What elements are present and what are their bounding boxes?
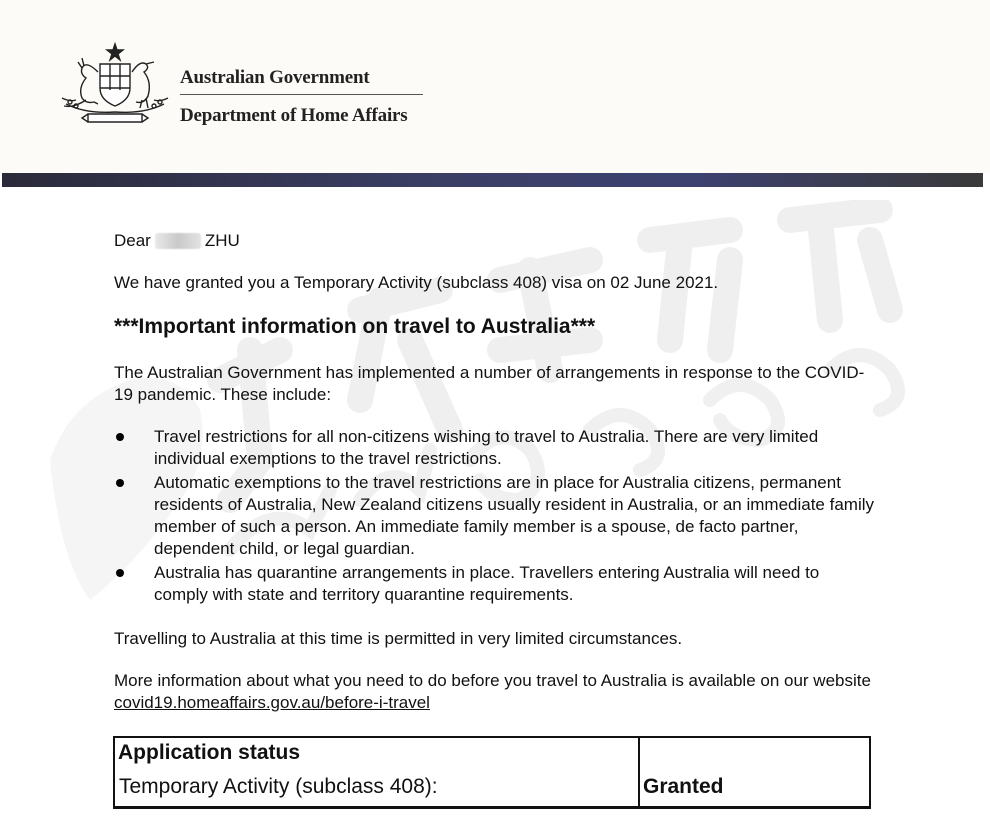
recipient-surname: ZHU	[204, 231, 240, 250]
letterhead	[0, 0, 990, 173]
status-column-divider	[638, 736, 640, 807]
grant-notice: We have granted you a Temporary Activity (subclass 408) visa on 02 June 2021.	[114, 273, 719, 292]
list-item	[114, 426, 874, 470]
salutation: Dear	[114, 231, 151, 250]
list-item	[114, 472, 874, 560]
travel-info-link[interactable]: covid19.homeaffairs.gov.au/before-i-travel	[114, 693, 430, 712]
arrangements-list	[114, 426, 874, 608]
coat-of-arms-icon	[56, 42, 174, 128]
list-item-text: Automatic exemptions to the travel restrictions are in place for Australia citizens, permanent residents of Australia, New Zealand citizens usually resident in Australia, or an immediate family member of such a person. An immediate family member is a spouse, de facto partner, dependent child, or legal guardian.	[154, 473, 875, 558]
covid-intro: The Australian Government has implemented a number of arrangements in response to the COVID-19 pandemic. These include:	[114, 363, 865, 404]
redacted-name	[155, 233, 201, 249]
list-item-text: Travel restrictions for all non-citizens wishing to travel to Australia. There are very limited individual exemptions to the travel restrictions.	[154, 427, 819, 468]
more-info-text: More information about what you need to do before you travel to Australia is available on our website	[114, 671, 871, 690]
list-item-text: Australia has quarantine arrangements in place. Travellers entering Australia will need to comply with state and territory quarantine requirements.	[154, 563, 820, 604]
limited-circumstances: Travelling to Australia at this time is permitted in very limited circumstances.	[114, 629, 683, 648]
more-info	[114, 670, 874, 714]
list-item	[114, 562, 874, 606]
status-title: Application status	[118, 741, 301, 764]
government-name: Australian Government	[180, 67, 370, 88]
bullet-icon	[116, 433, 124, 441]
header-divider	[180, 94, 423, 95]
header-band	[2, 173, 983, 187]
bullet-icon	[116, 569, 124, 577]
status-value: Granted	[643, 775, 724, 798]
department-name: Department of Home Affairs	[180, 105, 408, 126]
visa-type-label: Temporary Activity (subclass 408):	[119, 775, 438, 798]
bullet-icon	[116, 479, 124, 487]
salutation-line	[114, 230, 240, 252]
travel-info-heading: ***Important information on travel to Australia***	[114, 315, 596, 338]
